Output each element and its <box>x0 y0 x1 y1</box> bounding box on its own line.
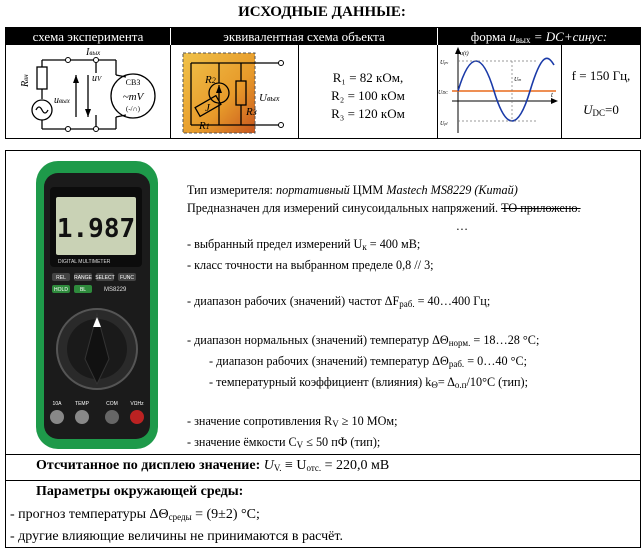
meter-button-func: FUNC <box>120 275 134 281</box>
spec-type: Тип измерителя: портативный ЦММ Mastech MS8229 (Китай) <box>187 183 518 197</box>
equivalent-circuit-diagram <box>171 45 298 139</box>
divider-env <box>6 480 640 481</box>
wave-label-upl: Upl <box>440 121 448 127</box>
frequency-value: f = 150 Гц, <box>571 68 631 83</box>
frequency-cell <box>562 45 640 139</box>
meter-label-mid: ~mV <box>122 91 144 103</box>
meter-label-top: СВЗ <box>125 78 141 87</box>
spec-purpose: Предназначен для измерений синусоидальных напряжений. ТО приложено. <box>187 201 581 215</box>
meter-button-select: SELECT <box>95 275 115 281</box>
spec-temp-working: - диапазон рабочих (значений) температур $\Delta\Theta_{раб.}$ = 0…40 °С; <box>209 354 528 369</box>
label-r3: R3 <box>246 106 257 118</box>
wave-label-udc: UDC <box>438 90 448 96</box>
meter-button-bl: BL <box>79 287 87 293</box>
multimeter-illustration <box>14 159 180 451</box>
wave-label-upv: Upv <box>440 60 449 66</box>
spec-frequency: - диапазон рабочих (значений) частот $\Delta F_{раб.}$ = 40…400 Гц; <box>187 294 491 309</box>
instrument-card <box>5 150 641 548</box>
label-r2: R2 <box>205 74 216 86</box>
meter-display: 1.987 <box>56 214 136 244</box>
spec-resistance: - значение сопротивления $R_V \ge 10$ МОм; <box>187 414 398 429</box>
equivalent-scheme <box>171 45 299 139</box>
jack-label-temp: TEMP <box>75 401 89 407</box>
param-r3: R₃ = 120 кОм <box>331 106 405 121</box>
label-uvyh-eq: Uвых <box>259 92 280 104</box>
env-other: - другие влияющие величины не принимаются в расчёт. <box>10 529 343 544</box>
udc-value: $U_{DC}=0$ <box>583 102 619 118</box>
label-r1: R1 <box>199 120 210 132</box>
meter-model-label: MS8229 <box>104 287 127 293</box>
jack-label-com: COM <box>106 401 118 407</box>
param-r1: R₁ = 82 кОм, <box>332 70 404 85</box>
multimeter-photo <box>14 159 180 451</box>
specifications <box>187 181 637 454</box>
waveform-cell <box>438 45 562 139</box>
label-rvn: Rвн <box>20 74 31 87</box>
spec-limit: - выбранный предел измерений $U_к = 400$ мВ; <box>187 237 421 252</box>
header-equivalent: эквивалентная схема объекта <box>171 28 438 45</box>
experiment-circuit-diagram <box>6 45 169 139</box>
page-title: ИСХОДНЫЕ ДАННЫЕ: <box>238 4 406 20</box>
env-temperature: - прогноз температуры $\Delta\Theta_{среды} = (9\pm 2)$ °С; <box>10 507 260 522</box>
meter-label-bot: (-/∩) <box>126 105 140 113</box>
spec-capacitance: - значение ёмкости $C_V \le 50$ пФ (тип); <box>187 435 381 450</box>
experiment-scheme <box>6 45 171 139</box>
label-j: J <box>205 102 210 114</box>
wave-label-um: Um <box>514 77 522 83</box>
meter-button-rel: REL <box>56 275 66 281</box>
jack-label-v: VΩHz <box>130 401 144 407</box>
wave-label-t: t <box>551 91 553 99</box>
meter-button-hold: HOLD <box>54 287 68 293</box>
resistor-parameters <box>299 45 438 139</box>
label-uvyh: uвых <box>54 95 70 106</box>
label-uv: uV <box>92 73 102 84</box>
divider-reading <box>6 454 640 455</box>
env-heading: Параметры окружающей среды: <box>36 484 244 499</box>
jack-label-10a: 10A <box>52 401 62 407</box>
meter-button-range: RANGE <box>74 275 92 281</box>
meter-brand-label: DIGITAL MULTIMETER <box>58 259 111 265</box>
param-r2: R₂ = 100 кОм <box>331 88 405 103</box>
label-ivyh: Iвых <box>86 47 101 58</box>
source-data-table <box>5 27 641 139</box>
spec-temp-normal: - диапазон нормальных (значений) температур $\Delta\Theta_{норм.}$ = 18…28 °С; <box>187 333 540 348</box>
reading-row: Отсчитанное по дисплею значение: $U_{V.} \equiv U_{отс.} = 220,0$ мВ <box>36 458 390 473</box>
wave-label-ut: u(t) <box>460 51 469 57</box>
spec-temp-coefficient: - температурный коэффициент (влияния) $k_\Theta= \Delta_{о.п}/10^\circ С$ (тип); <box>209 375 528 390</box>
spec-accuracy: - класс точности на выбранном пределе 0,8 // 3; <box>187 258 434 272</box>
waveform-diagram <box>438 45 561 139</box>
header-waveform: форма $u_{вых}$ = DC+синус: <box>438 28 640 45</box>
header-scheme: схема эксперимента <box>6 28 171 45</box>
spec-ellipsis: … <box>455 219 469 233</box>
